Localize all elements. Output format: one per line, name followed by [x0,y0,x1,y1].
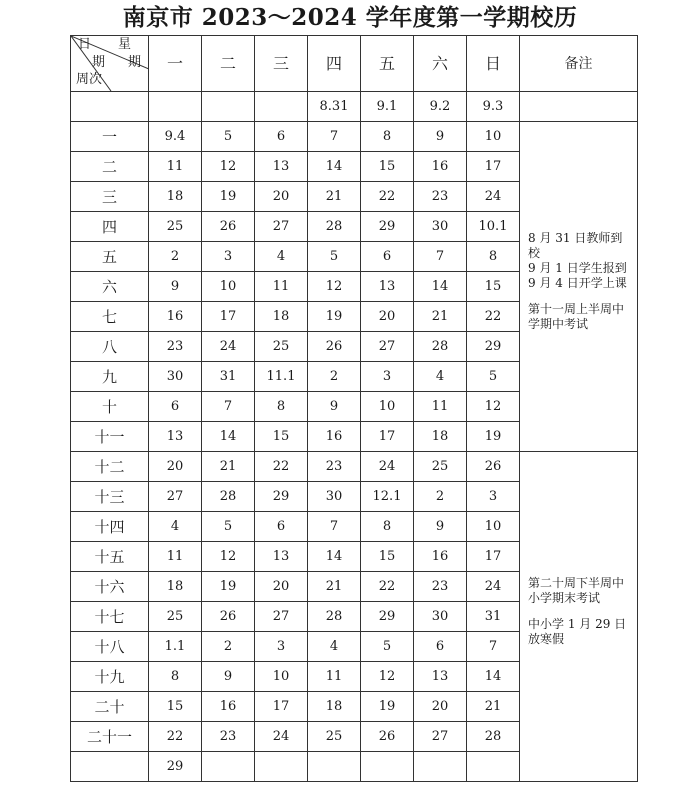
date-cell-tue: 16 [202,692,255,722]
date-cell-sat: 14 [414,272,467,302]
date-cell-fri: 19 [361,692,414,722]
date-cell-wed: 11 [255,272,308,302]
remark-paragraph [528,302,633,332]
date-cell-sat: 16 [414,152,467,182]
date-cell-wed: 29 [255,482,308,512]
date-cell-fri: 29 [361,212,414,242]
date-cell-mon: 1.1 [149,632,202,662]
remark-line: 放寒假 [528,631,565,646]
date-cell-fri: 22 [361,182,414,212]
date-cell-wed: 8 [255,392,308,422]
date-cell-sat: 30 [414,602,467,632]
remark-line: 中小学 1 月 29 日 [528,616,627,631]
remark-line: 第二十周下半周中 [528,575,625,590]
corner-label-ri: 日 [78,37,92,52]
date-cell-sun [467,752,520,782]
week-number-cell: 十二 [71,452,149,482]
week-number-cell: 二十一 [71,722,149,752]
date-cell-sat: 21 [414,302,467,332]
date-cell-tue: 5 [202,512,255,542]
date-cell-wed: 22 [255,452,308,482]
date-cell-wed [255,752,308,782]
date-cell-fri: 24 [361,452,414,482]
date-cell-sat: 25 [414,452,467,482]
date-cell-thu: 7 [308,512,361,542]
date-cell-sat: 9.2 [414,92,467,122]
date-cell-thu: 16 [308,422,361,452]
date-cell-sat: 18 [414,422,467,452]
date-cell-mon: 20 [149,452,202,482]
date-cell-wed: 17 [255,692,308,722]
remarks-cell-second-half [520,452,638,782]
date-cell-sun: 15 [467,272,520,302]
week-number-cell: 七 [71,302,149,332]
date-cell-mon: 18 [149,182,202,212]
week-number-cell: 二十 [71,692,149,722]
remark-paragraph [528,231,633,291]
date-cell-sat: 20 [414,692,467,722]
date-cell-wed: 13 [255,542,308,572]
date-cell-wed: 24 [255,722,308,752]
date-cell-mon: 29 [149,752,202,782]
school-calendar-table [70,35,638,782]
date-cell-fri: 6 [361,242,414,272]
date-cell-sun: 12 [467,392,520,422]
date-cell-sat: 7 [414,242,467,272]
date-cell-thu: 8.31 [308,92,361,122]
date-cell-fri: 8 [361,122,414,152]
corner-label-qi-left: 期 [92,55,106,70]
date-cell-mon: 16 [149,302,202,332]
date-cell-tue: 26 [202,602,255,632]
date-cell-mon: 27 [149,482,202,512]
date-cell-tue: 17 [202,302,255,332]
date-cell-fri: 29 [361,602,414,632]
date-cell-fri: 5 [361,632,414,662]
remark-line: 小学期末考试 [528,590,601,605]
date-cell-wed: 6 [255,122,308,152]
date-cell-sat: 4 [414,362,467,392]
date-cell-fri: 10 [361,392,414,422]
date-cell-sun: 17 [467,542,520,572]
date-cell-sun: 22 [467,302,520,332]
date-cell-sun: 31 [467,602,520,632]
date-cell-tue: 10 [202,272,255,302]
date-cell-thu [308,752,361,782]
date-cell-sat: 30 [414,212,467,242]
date-cell-wed [255,92,308,122]
date-cell-thu: 14 [308,542,361,572]
date-cell-fri: 13 [361,272,414,302]
date-cell-tue: 24 [202,332,255,362]
date-cell-wed: 20 [255,572,308,602]
date-cell-mon: 15 [149,692,202,722]
remark-line: 第十一周上半周中 [528,301,625,316]
remarks-empty-cell [520,92,638,122]
date-cell-fri: 27 [361,332,414,362]
date-cell-thu: 11 [308,662,361,692]
date-cell-fri: 9.1 [361,92,414,122]
date-cell-thu: 14 [308,152,361,182]
date-cell-tue: 19 [202,182,255,212]
date-cell-wed: 10 [255,662,308,692]
date-cell-sun: 19 [467,422,520,452]
date-cell-fri: 3 [361,362,414,392]
date-cell-thu: 7 [308,122,361,152]
week-number-cell: 五 [71,242,149,272]
date-cell-sun: 10 [467,512,520,542]
week-number-cell [71,92,149,122]
date-cell-sun: 26 [467,452,520,482]
date-cell-tue: 3 [202,242,255,272]
week-number-cell: 三 [71,182,149,212]
remark-line: 9 月 4 日开学上课 [528,275,627,290]
corner-header-cell [71,36,149,92]
date-cell-thu: 2 [308,362,361,392]
date-cell-sat: 11 [414,392,467,422]
date-cell-sat [414,752,467,782]
date-cell-wed: 3 [255,632,308,662]
calendar-row [71,92,638,122]
date-cell-wed: 18 [255,302,308,332]
date-cell-thu: 18 [308,692,361,722]
date-cell-sat: 23 [414,572,467,602]
date-cell-sun: 24 [467,182,520,212]
date-cell-mon: 23 [149,332,202,362]
week-number-cell: 十九 [71,662,149,692]
week-number-cell: 二 [71,152,149,182]
date-cell-sun: 24 [467,572,520,602]
date-cell-fri: 12.1 [361,482,414,512]
remark-paragraph [528,576,633,606]
date-cell-wed: 25 [255,332,308,362]
date-cell-mon [149,92,202,122]
date-cell-tue: 12 [202,152,255,182]
date-cell-fri: 22 [361,572,414,602]
date-cell-fri: 17 [361,422,414,452]
day-header-thu: 四 [308,36,361,92]
date-cell-thu: 21 [308,182,361,212]
date-cell-mon: 13 [149,422,202,452]
date-cell-tue: 21 [202,452,255,482]
day-header-tue: 二 [202,36,255,92]
date-cell-tue [202,92,255,122]
date-cell-thu: 28 [308,212,361,242]
date-cell-wed: 13 [255,152,308,182]
date-cell-mon: 4 [149,512,202,542]
date-cell-tue: 5 [202,122,255,152]
week-number-cell: 九 [71,362,149,392]
week-number-cell: 六 [71,272,149,302]
day-header-sat: 六 [414,36,467,92]
date-cell-sat: 23 [414,182,467,212]
day-header-fri: 五 [361,36,414,92]
calendar-row [71,452,638,482]
date-cell-tue: 31 [202,362,255,392]
date-cell-sat: 9 [414,122,467,152]
date-cell-thu: 21 [308,572,361,602]
date-cell-mon: 8 [149,662,202,692]
date-cell-tue: 9 [202,662,255,692]
remarks-header: 备注 [520,36,638,92]
date-cell-sat: 13 [414,662,467,692]
date-cell-mon: 2 [149,242,202,272]
week-number-cell: 一 [71,122,149,152]
calendar-title: 南京市 2023～2024 学年度第一学期校历 [122,4,578,31]
date-cell-sun: 14 [467,662,520,692]
date-cell-wed: 27 [255,212,308,242]
calendar-row [71,122,638,152]
date-cell-sun: 3 [467,482,520,512]
date-cell-mon: 22 [149,722,202,752]
date-cell-wed: 15 [255,422,308,452]
week-number-cell: 十四 [71,512,149,542]
date-cell-tue [202,752,255,782]
day-header-wed: 三 [255,36,308,92]
date-cell-sun: 21 [467,692,520,722]
corner-label-qi-right: 期 [128,55,142,70]
remark-line: 9 月 1 日学生报到 [528,260,627,275]
date-cell-fri: 15 [361,152,414,182]
date-cell-tue: 23 [202,722,255,752]
week-number-cell: 十六 [71,572,149,602]
date-cell-mon: 11 [149,152,202,182]
week-number-cell: 四 [71,212,149,242]
date-cell-thu: 19 [308,302,361,332]
date-cell-thu: 26 [308,332,361,362]
date-cell-mon: 30 [149,362,202,392]
date-cell-sat: 6 [414,632,467,662]
date-cell-fri [361,752,414,782]
date-cell-mon: 9 [149,272,202,302]
date-cell-wed: 27 [255,602,308,632]
week-number-cell: 八 [71,332,149,362]
date-cell-mon: 11 [149,542,202,572]
date-cell-sun: 9.3 [467,92,520,122]
date-cell-wed: 4 [255,242,308,272]
date-cell-mon: 9.4 [149,122,202,152]
remark-line: 8 月 31 日教师到校 [528,230,623,260]
week-number-cell: 十 [71,392,149,422]
date-cell-tue: 14 [202,422,255,452]
week-number-cell: 十五 [71,542,149,572]
header-row [71,36,638,92]
date-cell-thu: 5 [308,242,361,272]
date-cell-sun: 28 [467,722,520,752]
date-cell-tue: 2 [202,632,255,662]
date-cell-tue: 7 [202,392,255,422]
date-cell-sun: 29 [467,332,520,362]
date-cell-mon: 6 [149,392,202,422]
date-cell-thu: 9 [308,392,361,422]
corner-label-zhouci: 周次 [76,72,103,87]
remark-paragraph [528,617,633,647]
date-cell-thu: 25 [308,722,361,752]
date-cell-sat: 27 [414,722,467,752]
date-cell-fri: 26 [361,722,414,752]
date-cell-thu: 23 [308,452,361,482]
date-cell-sun: 17 [467,152,520,182]
date-cell-tue: 28 [202,482,255,512]
date-cell-sat: 2 [414,482,467,512]
date-cell-fri: 20 [361,302,414,332]
date-cell-sun: 5 [467,362,520,392]
date-cell-fri: 8 [361,512,414,542]
week-number-cell: 十七 [71,602,149,632]
date-cell-fri: 12 [361,662,414,692]
date-cell-sun: 10 [467,122,520,152]
date-cell-mon: 18 [149,572,202,602]
date-cell-sat: 9 [414,512,467,542]
remarks-cell-first-half [520,122,638,452]
date-cell-sat: 16 [414,542,467,572]
date-cell-sun: 10.1 [467,212,520,242]
date-cell-thu: 28 [308,602,361,632]
date-cell-mon: 25 [149,212,202,242]
week-number-cell [71,752,149,782]
date-cell-tue: 19 [202,572,255,602]
corner-label-xing: 星 [118,37,132,52]
date-cell-fri: 15 [361,542,414,572]
date-cell-thu: 4 [308,632,361,662]
week-number-cell: 十三 [71,482,149,512]
date-cell-thu: 12 [308,272,361,302]
date-cell-sun: 8 [467,242,520,272]
date-cell-wed: 6 [255,512,308,542]
day-header-mon: 一 [149,36,202,92]
date-cell-thu: 30 [308,482,361,512]
date-cell-sat: 28 [414,332,467,362]
date-cell-mon: 25 [149,602,202,632]
date-cell-tue: 26 [202,212,255,242]
date-cell-tue: 12 [202,542,255,572]
remark-line: 学期中考试 [528,316,589,331]
day-header-sun: 日 [467,36,520,92]
week-number-cell: 十一 [71,422,149,452]
date-cell-wed: 11.1 [255,362,308,392]
week-number-cell: 十八 [71,632,149,662]
date-cell-sun: 7 [467,632,520,662]
date-cell-wed: 20 [255,182,308,212]
